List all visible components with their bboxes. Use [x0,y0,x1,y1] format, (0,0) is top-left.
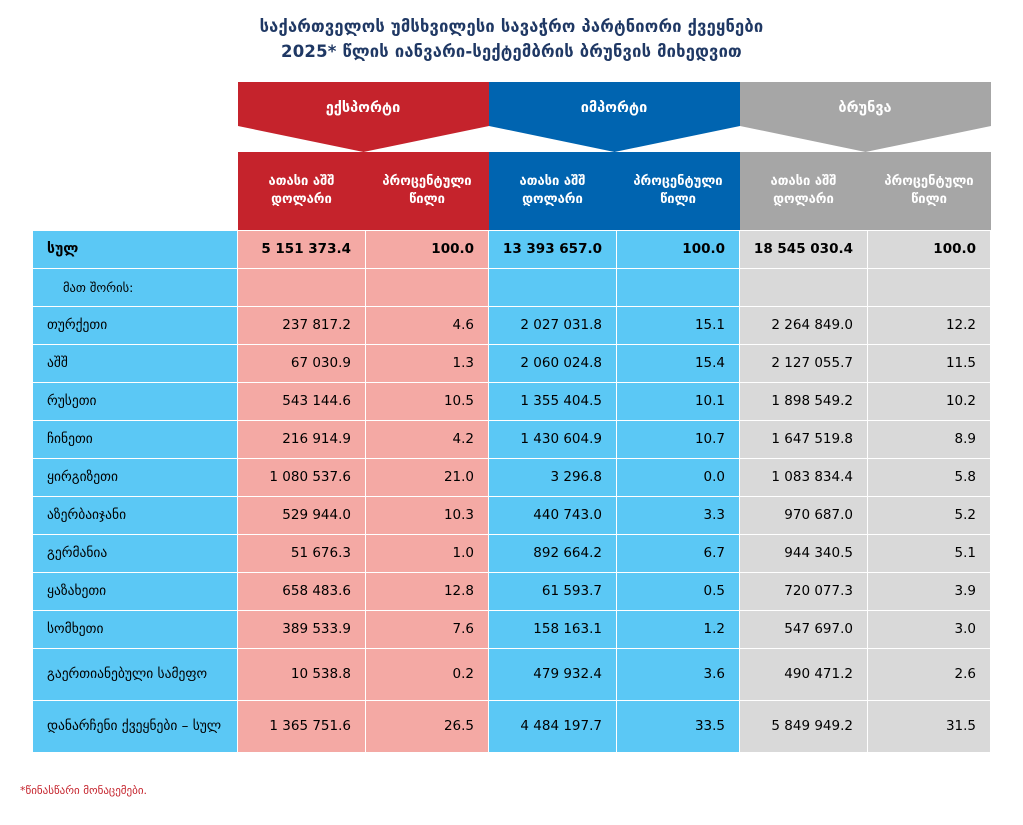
cell-export-pct: 0.2 [366,648,489,700]
table-row [33,268,991,306]
header-import-pct [617,152,740,230]
cell-import-pct [617,268,740,306]
table-row [33,230,991,268]
header-turnover-value [740,152,868,230]
cell-import-pct: 33.5 [617,700,740,752]
notch-import [489,126,740,152]
header-import-value [489,152,617,230]
cell-import-pct: 1.2 [617,610,740,648]
cell-export-pct: 1.3 [366,344,489,382]
cell-import-value: 440 743.0 [489,496,617,534]
cell-import-value: 158 163.1 [489,610,617,648]
cell-export-pct: 12.8 [366,572,489,610]
cell-turnover-value [740,268,868,306]
cell-import-pct: 0.0 [617,458,740,496]
cell-turnover-pct: 12.2 [868,306,991,344]
table-row [33,420,991,458]
cell-export-pct: 10.3 [366,496,489,534]
cell-import-pct: 10.7 [617,420,740,458]
cell-turnover-value: 5 849 949.2 [740,700,868,752]
cell-turnover-pct: 10.2 [868,382,991,420]
cell-import-value: 1 430 604.9 [489,420,617,458]
cell-export-pct: 100.0 [366,230,489,268]
cell-import-value: 3 296.8 [489,458,617,496]
header-group-row [33,82,991,152]
cell-export-value: 389 533.9 [238,610,366,648]
cell-import-pct: 0.5 [617,572,740,610]
cell-import-value: 2 060 024.8 [489,344,617,382]
cell-turnover-pct: 11.5 [868,344,991,382]
table-row [33,610,991,648]
cell-export-pct: 7.6 [366,610,489,648]
cell-turnover-pct: 2.6 [868,648,991,700]
table-row [33,534,991,572]
header-export-pct [366,152,489,230]
row-label: ყაზახეთი [33,572,238,610]
header-group-export [238,82,489,152]
table-row [33,382,991,420]
cell-import-pct: 100.0 [617,230,740,268]
footnote: *წინასწარი მონაცემები. [20,784,148,797]
header-group-import [489,82,740,152]
header-turnover-pct [868,152,991,230]
title-line-2: 2025* წლის იანვარი-სექტემბრის ბრუნვის მიხედვით [281,42,742,61]
cell-import-value: 892 664.2 [489,534,617,572]
cell-export-pct: 10.5 [366,382,489,420]
table-row [33,496,991,534]
cell-turnover-pct: 100.0 [868,230,991,268]
cell-import-value: 13 393 657.0 [489,230,617,268]
cell-turnover-value: 720 077.3 [740,572,868,610]
cell-turnover-value: 944 340.5 [740,534,868,572]
cell-export-value [238,268,366,306]
cell-turnover-pct [868,268,991,306]
cell-export-value: 216 914.9 [238,420,366,458]
row-label: სულ [33,230,238,268]
cell-export-pct: 26.5 [366,700,489,752]
header-turnover-pct-l1: პროცენტული [884,173,974,189]
table-body [33,230,991,752]
header-turnover-value-l2: დოლარი [773,191,834,207]
cell-export-value: 529 944.0 [238,496,366,534]
cell-import-value: 479 932.4 [489,648,617,700]
cell-import-pct: 6.7 [617,534,740,572]
cell-import-value: 1 355 404.5 [489,382,617,420]
cell-export-value: 1 365 751.6 [238,700,366,752]
cell-export-value: 658 483.6 [238,572,366,610]
cell-import-pct: 15.1 [617,306,740,344]
row-label: თურქეთი [33,306,238,344]
title-line-1: საქართველოს უმსხვილესი სავაჭრო პარტნიორი ქვეყნები [259,17,764,36]
row-label: გაერთიანებული სამეფო [33,648,238,700]
table-row [33,572,991,610]
cell-import-value: 4 484 197.7 [489,700,617,752]
header-group-turnover-label: ბრუნვა [838,100,892,116]
cell-export-value: 67 030.9 [238,344,366,382]
cell-import-value: 2 027 031.8 [489,306,617,344]
cell-turnover-pct: 8.9 [868,420,991,458]
header-group-import-label: იმპორტი [580,100,648,116]
header-import-value-l2: დოლარი [522,191,583,207]
table-row [33,458,991,496]
notch-export [238,126,489,152]
header-import-pct-l2: წილი [660,191,696,207]
cell-turnover-pct: 3.0 [868,610,991,648]
header-export-pct-l1: პროცენტული [382,173,472,189]
row-label: მათ შორის: [33,268,238,306]
row-label: რუსეთი [33,382,238,420]
table-row [33,306,991,344]
cell-turnover-value: 547 697.0 [740,610,868,648]
table-row [33,344,991,382]
cell-export-pct: 4.2 [366,420,489,458]
cell-export-value: 237 817.2 [238,306,366,344]
header-group-turnover [740,82,991,152]
cell-turnover-pct: 5.1 [868,534,991,572]
cell-turnover-value: 2 127 055.7 [740,344,868,382]
cell-turnover-value: 18 545 030.4 [740,230,868,268]
header-sub-blank [33,152,238,230]
row-label: აზერბაიჯანი [33,496,238,534]
header-corner-blank [33,82,238,152]
cell-import-pct: 3.3 [617,496,740,534]
cell-turnover-pct: 3.9 [868,572,991,610]
table-row [33,648,991,700]
cell-export-value: 10 538.8 [238,648,366,700]
row-label: გერმანია [33,534,238,572]
cell-import-pct: 15.4 [617,344,740,382]
cell-import-pct: 10.1 [617,382,740,420]
header-group-export-label: ექსპორტი [325,100,401,116]
cell-export-value: 1 080 537.6 [238,458,366,496]
header-export-value [238,152,366,230]
trade-partners-table [32,82,991,753]
header-sub-row [33,152,991,230]
header-import-pct-l1: პროცენტული [633,173,723,189]
row-label: აშშ [33,344,238,382]
header-export-pct-l2: წილი [409,191,445,207]
notch-turnover [740,126,991,152]
cell-export-pct [366,268,489,306]
cell-export-pct: 4.6 [366,306,489,344]
cell-turnover-value: 970 687.0 [740,496,868,534]
cell-turnover-value: 1 647 519.8 [740,420,868,458]
cell-import-pct: 3.6 [617,648,740,700]
cell-export-value: 51 676.3 [238,534,366,572]
cell-turnover-value: 1 083 834.4 [740,458,868,496]
header-import-value-l1: ათასი აშშ [519,173,586,189]
cell-import-value [489,268,617,306]
header-export-value-l1: ათასი აშშ [268,173,335,189]
cell-turnover-pct: 5.2 [868,496,991,534]
row-label: ყირგიზეთი [33,458,238,496]
row-label: დანარჩენი ქვეყნები – სულ [33,700,238,752]
cell-turnover-pct: 31.5 [868,700,991,752]
header-turnover-value-l1: ათასი აშშ [770,173,837,189]
header-turnover-pct-l2: წილი [911,191,947,207]
cell-export-pct: 21.0 [366,458,489,496]
cell-export-value: 543 144.6 [238,382,366,420]
page-title [0,0,1023,64]
row-label: სომხეთი [33,610,238,648]
row-label: ჩინეთი [33,420,238,458]
table-row [33,700,991,752]
cell-turnover-value: 1 898 549.2 [740,382,868,420]
cell-import-value: 61 593.7 [489,572,617,610]
cell-export-value: 5 151 373.4 [238,230,366,268]
cell-turnover-value: 490 471.2 [740,648,868,700]
cell-export-pct: 1.0 [366,534,489,572]
table-header [33,82,991,230]
cell-turnover-pct: 5.8 [868,458,991,496]
header-export-value-l2: დოლარი [271,191,332,207]
cell-turnover-value: 2 264 849.0 [740,306,868,344]
